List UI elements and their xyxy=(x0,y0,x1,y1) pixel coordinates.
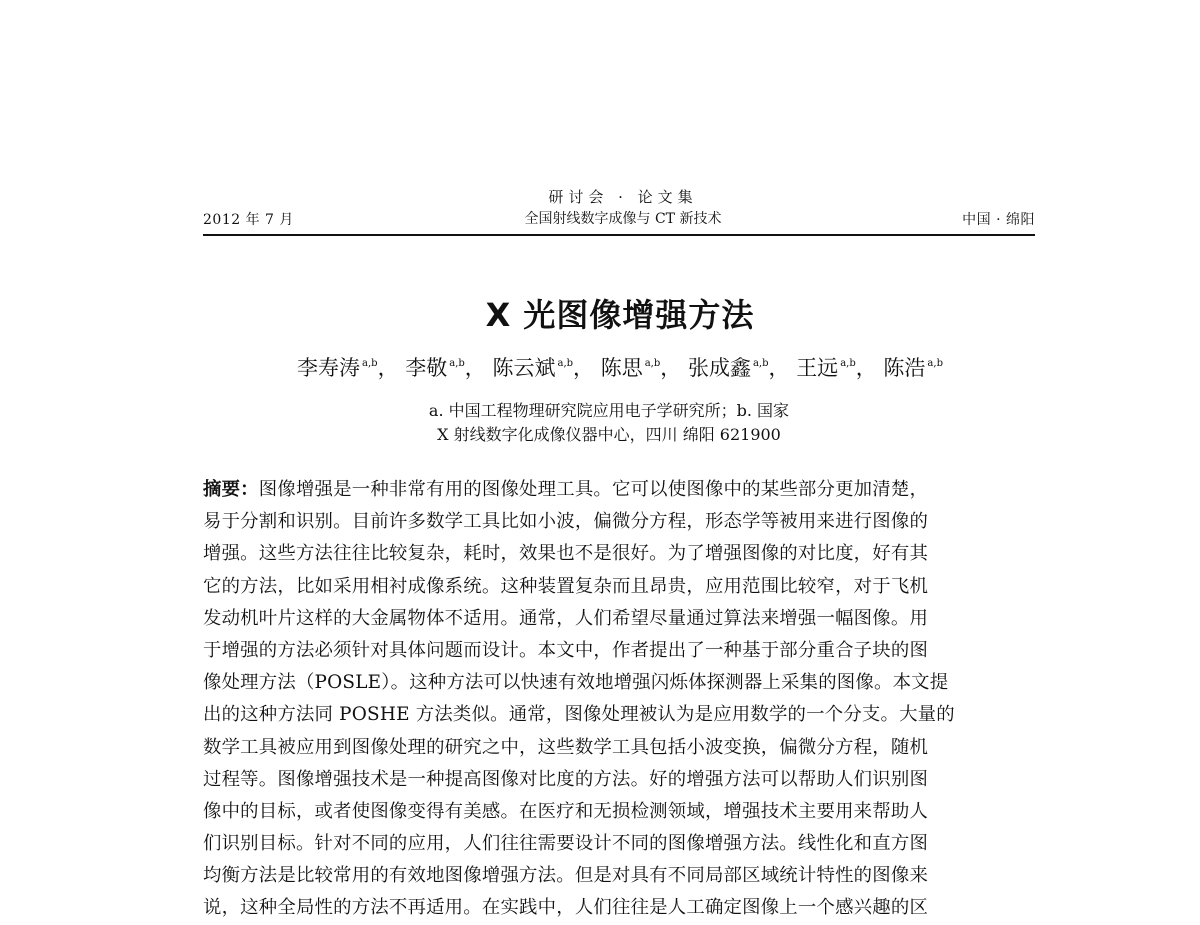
abstract-line: 像处理方法（POSLE）。这种方法可以快速有效地增强闪烁体探测器上采集的图像。本文提 xyxy=(203,672,949,694)
author xyxy=(297,356,399,380)
author-separator: ， xyxy=(377,356,399,380)
abstract-line: 易于分割和识别。目前许多数学工具比如小波，偏微分方程，形态学等被用来进行图像的 xyxy=(203,511,929,533)
abstract-line: 于增强的方法必须针对具体问题而设计。本文中，作者提出了一种基于部分重合子块的图 xyxy=(203,639,929,661)
abstract-line: 像中的目标，或者使图像变得有美感。在医疗和无损检测领域，增强技术主要用来帮助人 xyxy=(203,800,929,822)
abstract-line: 发动机叶片这样的大金属物体不适用。通常，人们希望尽量通过算法来增强一幅图像。用 xyxy=(203,607,929,629)
abstract-line: 均衡方法是比较常用的有效地图像增强方法。但是对具有不同局部区域统计特性的图像来 xyxy=(203,865,929,887)
author-name: 张成鑫 xyxy=(687,356,751,380)
author-separator: ， xyxy=(768,356,790,380)
author xyxy=(688,356,790,380)
header-series: 研讨会 · 论文集 xyxy=(548,188,698,206)
header-conference: 全国射线数字成像与 CT 新技术 xyxy=(524,211,722,227)
author-separator: ， xyxy=(660,356,682,380)
author-separator: ， xyxy=(855,356,877,380)
author-separator: ， xyxy=(573,356,595,380)
author-affiliation-mark: a,b xyxy=(927,358,943,369)
author-list xyxy=(0,352,1200,382)
abstract-label: 摘要： xyxy=(203,479,259,500)
abstract xyxy=(203,474,1035,925)
author xyxy=(796,356,877,380)
author-affiliation-mark: a,b xyxy=(752,358,769,369)
affiliation-line: a. 中国工程物理研究院应用电子学研究所；b. 国家 xyxy=(428,401,790,420)
author-affiliation-mark: a,b xyxy=(840,358,856,369)
affiliation-line: X 射线数字化成像仪器中心，四川 绵阳 621900 xyxy=(437,425,781,444)
abstract-text: 图像增强是一种非常有用的图像处理工具。它可以使图像中的某些部分更加清楚， xyxy=(258,479,929,500)
author-name: 陈思 xyxy=(600,356,643,380)
abstract-line: 它的方法，比如采用相衬成像系统。这种装置复杂而且昂贵，应用范围比较窄，对于飞机 xyxy=(203,575,929,597)
author-name: 王远 xyxy=(796,356,839,380)
author xyxy=(601,356,682,380)
author-affiliation-mark: a,b xyxy=(449,358,465,369)
abstract-line: 出的这种方法同 POSHE 方法类似。通常，图像处理被认为是应用数学的一个分支。大量的 xyxy=(203,704,955,726)
header-center xyxy=(501,186,745,230)
abstract-line: 说，这种全局性的方法不再适用。在实践中，人们往往是人工确定图像上一个感兴趣的区 xyxy=(203,897,929,919)
abstract-line xyxy=(203,474,1035,506)
affiliation-block xyxy=(0,399,1200,447)
author-affiliation-mark: a,b xyxy=(644,358,661,369)
author-name: 陈浩 xyxy=(883,356,926,380)
author-affiliation-mark: a,b xyxy=(557,358,574,369)
author xyxy=(492,356,594,380)
abstract-line: 数学工具被应用到图像处理的研究之中，这些数学工具包括小波变换，偏微分方程，随机 xyxy=(203,736,929,758)
running-header xyxy=(203,186,1035,236)
abstract-line: 们识别目标。针对不同的应用，人们往往需要设计不同的图像增强方法。线性化和直方图 xyxy=(203,833,929,855)
author-name: 陈云斌 xyxy=(492,356,556,380)
header-rule xyxy=(203,234,1035,236)
author-name: 李敬 xyxy=(405,356,448,380)
abstract-line: 过程等。图像增强技术是一种提高图像对比度的方法。好的增强方法可以帮助人们识别图 xyxy=(203,768,929,790)
author-name: 李寿涛 xyxy=(297,356,361,380)
author-affiliation-mark: a,b xyxy=(362,358,378,369)
abstract-line: 增强。这些方法往往比较复杂，耗时，效果也不是很好。为了增强图像的对比度，好有其 xyxy=(203,543,929,565)
paper-title: X 光图像增强方法 xyxy=(485,296,755,334)
header-location: 中国 · 绵阳 xyxy=(962,212,1035,228)
author xyxy=(405,356,486,380)
author xyxy=(883,356,943,380)
author-separator: ， xyxy=(464,356,486,380)
header-date: 2012 年 7 月 xyxy=(203,212,294,228)
